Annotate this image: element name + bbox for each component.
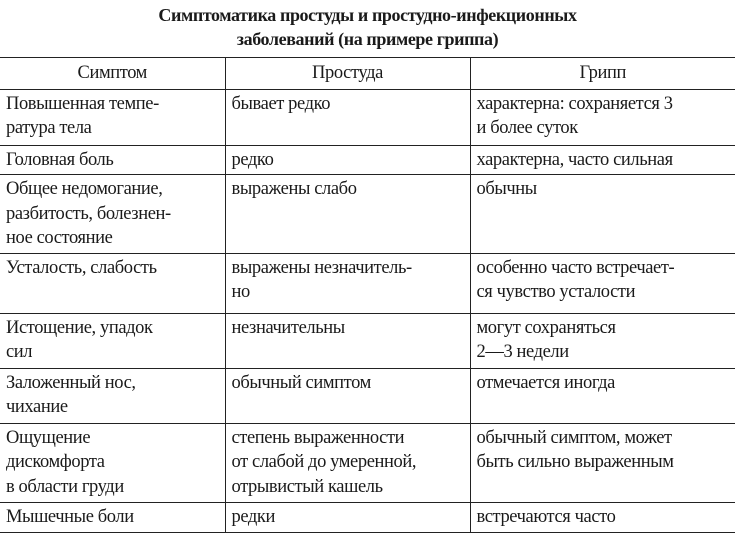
flu-cell: обычны xyxy=(470,175,735,254)
symptoms-table xyxy=(0,57,735,533)
symptom-cell: Общее недомогание, разбитость, болезнен- ное состояние xyxy=(0,175,225,254)
symptom-cell: Ощущение дискомфорта в области груди xyxy=(0,423,225,502)
cold-cell: незначительны xyxy=(225,313,470,368)
flu-cell: отмечается иногда xyxy=(470,368,735,423)
header-symptom: Симптом xyxy=(0,58,225,90)
flu-cell: характерна: сохраняется 3 и более суток xyxy=(470,89,735,145)
cold-cell: выражены слабо xyxy=(225,175,470,254)
flu-cell: особенно часто встречает- ся чувство усталости xyxy=(470,253,735,313)
cold-cell: обычный симптом xyxy=(225,368,470,423)
header-cold: Простуда xyxy=(225,58,470,90)
flu-cell: характерна, часто сильная xyxy=(470,145,735,175)
table-row xyxy=(0,368,735,423)
table-row xyxy=(0,313,735,368)
flu-cell: встречаются часто xyxy=(470,502,735,532)
cold-cell: редки xyxy=(225,502,470,532)
symptom-cell: Истощение, упадок сил xyxy=(0,313,225,368)
table-row xyxy=(0,502,735,532)
symptom-cell: Головная боль xyxy=(0,145,225,175)
flu-cell: обычный симптом, может быть сильно выраженным xyxy=(470,423,735,502)
header-flu: Грипп xyxy=(470,58,735,90)
flu-cell: могут сохраняться 2—3 недели xyxy=(470,313,735,368)
cold-cell: степень выраженности от слабой до умеренной, отрывистый кашель xyxy=(225,423,470,502)
table-title: Симптоматика простуды и простудно-инфекционных заболеваний (на примере гриппа) xyxy=(158,5,577,49)
table-row xyxy=(0,89,735,145)
cold-cell: редко xyxy=(225,145,470,175)
header-row xyxy=(0,58,735,90)
table-row xyxy=(0,253,735,313)
table-row xyxy=(0,423,735,502)
symptom-cell: Повышенная темпе- ратура тела xyxy=(0,89,225,145)
table-row xyxy=(0,175,735,254)
table-row xyxy=(0,145,735,175)
symptom-cell: Мышечные боли xyxy=(0,502,225,532)
cold-cell: выражены незначитель- но xyxy=(225,253,470,313)
cold-cell: бывает редко xyxy=(225,89,470,145)
symptom-cell: Заложенный нос, чихание xyxy=(0,368,225,423)
symptom-cell: Усталость, слабость xyxy=(0,253,225,313)
